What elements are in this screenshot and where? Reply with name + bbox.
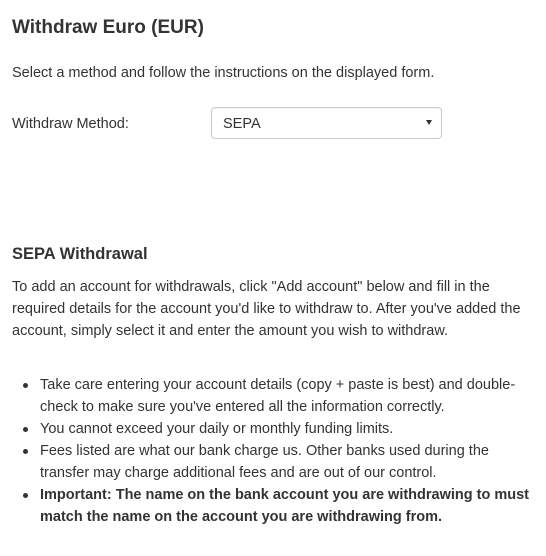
withdraw-method-row <box>12 107 442 140</box>
list-item <box>40 440 532 484</box>
bullet-icon <box>23 493 28 498</box>
withdraw-method-select[interactable] <box>211 107 442 139</box>
bullet-icon <box>23 427 28 432</box>
list-item-text: Take care entering your account details (copy + paste is best) and double-check to make sure you've entered all the information correctly. <box>40 377 516 415</box>
caret-down-icon <box>426 120 432 125</box>
section-description: To add an account for withdrawals, click "Add account" below and fill in the required details for the account you'd like to withdraw to. After you've added the account, simply select it and enter the amount you wish to withdraw. <box>12 279 521 339</box>
bullet-icon <box>23 449 28 454</box>
page-title: Withdraw Euro (EUR) <box>12 17 204 38</box>
list-item <box>40 374 532 418</box>
list-item-text: Important: The name on the bank account you are withdrawing to must match the name on the account you are withdrawing from. <box>40 487 530 525</box>
withdraw-method-selected-value: SEPA <box>223 116 261 132</box>
bullet-icon <box>23 383 28 388</box>
section-title: SEPA Withdrawal <box>12 245 148 263</box>
list-item <box>40 418 532 440</box>
list-item-text: You cannot exceed your daily or monthly funding limits. <box>40 421 394 437</box>
instructions-list <box>12 374 532 528</box>
list-item-text: Fees listed are what our bank charge us. Other banks used during the transfer may charge additional fees and are out of our control. <box>40 443 489 481</box>
intro-text: Select a method and follow the instructions on the displayed form. <box>12 65 435 81</box>
list-item-important <box>40 484 532 528</box>
withdraw-method-label: Withdraw Method: <box>12 116 129 132</box>
